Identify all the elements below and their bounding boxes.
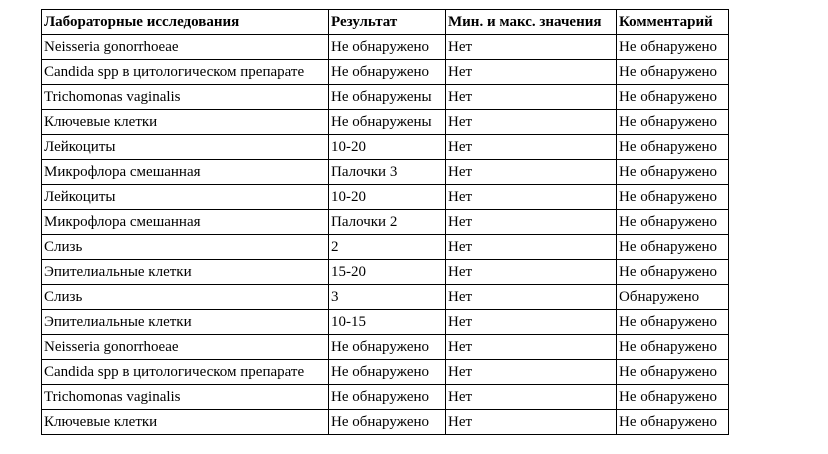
cell-result: 2 [329, 235, 446, 260]
cell-test-name: Слизь [42, 285, 329, 310]
table-row [42, 385, 729, 410]
cell-test-name: Ключевые клетки [42, 110, 329, 135]
cell-reference-range: Нет [446, 360, 617, 385]
cell-result: Не обнаружено [329, 410, 446, 435]
table-header [42, 10, 729, 35]
header-row [42, 10, 729, 35]
cell-comment: Не обнаружено [617, 185, 729, 210]
table-row [42, 360, 729, 385]
cell-comment: Не обнаружено [617, 385, 729, 410]
cell-comment: Не обнаружено [617, 410, 729, 435]
cell-result: Палочки 2 [329, 210, 446, 235]
cell-reference-range: Нет [446, 110, 617, 135]
cell-result: Не обнаружено [329, 60, 446, 85]
table-row [42, 160, 729, 185]
cell-test-name: Candida spp в цитологическом препарате [42, 60, 329, 85]
table-row [42, 135, 729, 160]
cell-comment: Не обнаружено [617, 135, 729, 160]
table-row [42, 110, 729, 135]
cell-test-name: Лейкоциты [42, 185, 329, 210]
cell-reference-range: Нет [446, 160, 617, 185]
lab-results-table-container [41, 9, 729, 435]
cell-test-name: Candida spp в цитологическом препарате [42, 360, 329, 385]
cell-comment: Не обнаружено [617, 60, 729, 85]
cell-test-name: Слизь [42, 235, 329, 260]
table-row [42, 85, 729, 110]
cell-reference-range: Нет [446, 310, 617, 335]
cell-test-name: Ключевые клетки [42, 410, 329, 435]
cell-reference-range: Нет [446, 335, 617, 360]
table-row [42, 35, 729, 60]
cell-reference-range: Нет [446, 235, 617, 260]
cell-comment: Обнаружено [617, 285, 729, 310]
cell-test-name: Neisseria gonorrhoeae [42, 335, 329, 360]
table-row [42, 185, 729, 210]
cell-comment: Не обнаружено [617, 160, 729, 185]
cell-result: 10-15 [329, 310, 446, 335]
table-row [42, 260, 729, 285]
table-row [42, 310, 729, 335]
table-row [42, 235, 729, 260]
cell-test-name: Лейкоциты [42, 135, 329, 160]
cell-reference-range: Нет [446, 410, 617, 435]
cell-test-name: Trichomonas vaginalis [42, 85, 329, 110]
cell-result: Палочки 3 [329, 160, 446, 185]
cell-reference-range: Нет [446, 385, 617, 410]
cell-test-name: Микрофлора смешанная [42, 210, 329, 235]
cell-test-name: Neisseria gonorrhoeae [42, 35, 329, 60]
cell-test-name: Trichomonas vaginalis [42, 385, 329, 410]
table-row [42, 210, 729, 235]
table-row [42, 285, 729, 310]
cell-reference-range: Нет [446, 285, 617, 310]
cell-result: 10-20 [329, 185, 446, 210]
cell-result: Не обнаружены [329, 85, 446, 110]
cell-comment: Не обнаружено [617, 335, 729, 360]
cell-test-name: Эпителиальные клетки [42, 260, 329, 285]
lab-results-table [41, 9, 729, 435]
cell-result: Не обнаружено [329, 35, 446, 60]
cell-comment: Не обнаружено [617, 235, 729, 260]
table-body [42, 35, 729, 435]
cell-comment: Не обнаружено [617, 360, 729, 385]
cell-comment: Не обнаружено [617, 35, 729, 60]
cell-reference-range: Нет [446, 185, 617, 210]
cell-result: Не обнаружены [329, 110, 446, 135]
cell-result: Не обнаружено [329, 335, 446, 360]
cell-reference-range: Нет [446, 85, 617, 110]
table-row [42, 60, 729, 85]
cell-result: Не обнаружено [329, 360, 446, 385]
cell-comment: Не обнаружено [617, 110, 729, 135]
cell-test-name: Эпителиальные клетки [42, 310, 329, 335]
cell-comment: Не обнаружено [617, 310, 729, 335]
cell-comment: Не обнаружено [617, 210, 729, 235]
cell-comment: Не обнаружено [617, 260, 729, 285]
header-result: Результат [329, 10, 446, 35]
cell-result: Не обнаружено [329, 385, 446, 410]
cell-comment: Не обнаружено [617, 85, 729, 110]
cell-test-name: Микрофлора смешанная [42, 160, 329, 185]
cell-reference-range: Нет [446, 260, 617, 285]
table-row [42, 335, 729, 360]
cell-result: 15-20 [329, 260, 446, 285]
table-row [42, 410, 729, 435]
cell-reference-range: Нет [446, 210, 617, 235]
cell-reference-range: Нет [446, 35, 617, 60]
header-comment: Комментарий [617, 10, 729, 35]
cell-result: 10-20 [329, 135, 446, 160]
cell-reference-range: Нет [446, 60, 617, 85]
header-reference-range: Мин. и макс. значения [446, 10, 617, 35]
cell-reference-range: Нет [446, 135, 617, 160]
header-test-name: Лабораторные исследования [42, 10, 329, 35]
cell-result: 3 [329, 285, 446, 310]
